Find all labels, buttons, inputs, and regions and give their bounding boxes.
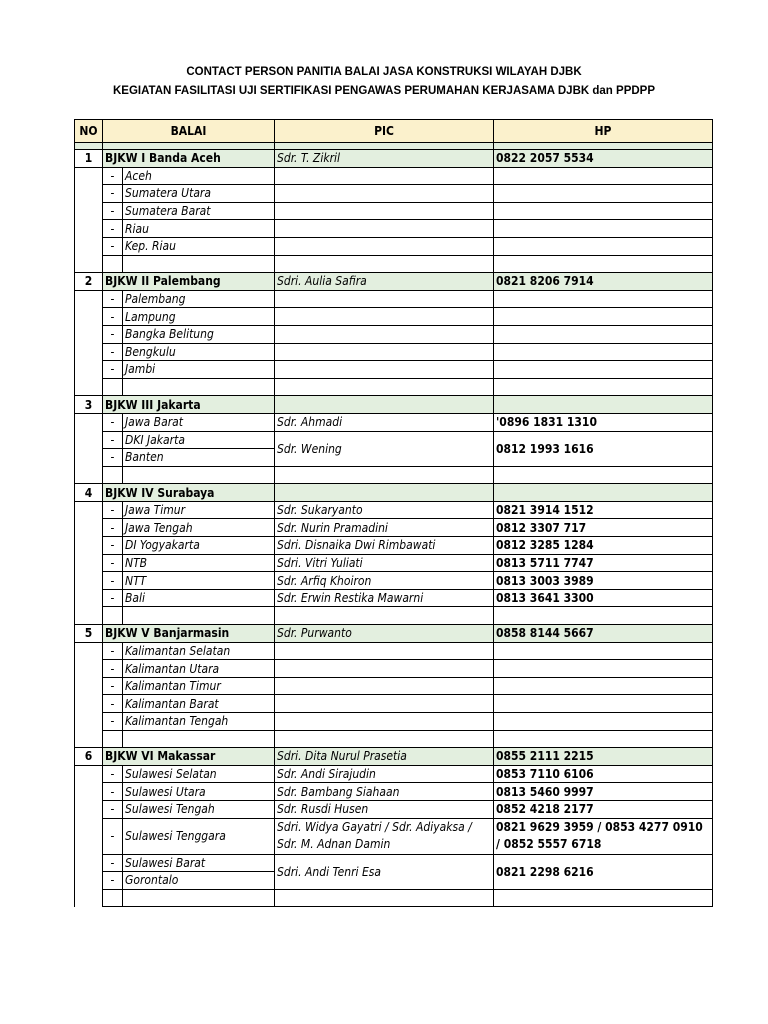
- dash: -: [103, 872, 123, 890]
- province-name: Kalimantan Timur: [123, 677, 275, 695]
- pic-name: Sdri. Aulia Safira: [275, 273, 494, 291]
- province-name: Riau: [123, 220, 275, 238]
- province-row: [75, 431, 713, 449]
- province-name: Gorontalo: [123, 872, 275, 890]
- dash: -: [103, 783, 123, 801]
- phone-number: 0858 8144 5667: [494, 625, 713, 643]
- province-name: Kalimantan Utara: [123, 660, 275, 678]
- province-row: [75, 308, 713, 326]
- phone-number: 0812 1993 1616: [494, 431, 713, 466]
- dash: -: [103, 660, 123, 678]
- region-number: 2: [75, 273, 103, 291]
- region-name: BJKW V Banjarmasin: [103, 625, 275, 643]
- empty-row: [75, 730, 713, 748]
- dash: -: [103, 449, 123, 467]
- header-hp: HP: [494, 120, 713, 143]
- phone-number: 0812 3307 717: [494, 519, 713, 537]
- pic-name: Sdri. Disnaika Dwi Rimbawati: [275, 537, 494, 555]
- province-name: DKI Jakarta: [123, 431, 275, 449]
- province-row: [75, 854, 713, 872]
- header-no: NO: [75, 120, 103, 143]
- dash: -: [103, 765, 123, 783]
- province-name: Jawa Tengah: [123, 519, 275, 537]
- dash: -: [103, 325, 123, 343]
- header-balai: BALAI: [103, 120, 275, 143]
- pic-name: Sdr. Arfiq Khoiron: [275, 572, 494, 590]
- province-name: Kalimantan Tengah: [123, 713, 275, 731]
- region-name: BJKW IV Surabaya: [103, 484, 275, 502]
- phone-number: 0812 3285 1284: [494, 537, 713, 555]
- dash: -: [103, 361, 123, 379]
- region-number: 4: [75, 484, 103, 502]
- region-name: BJKW II Palembang: [103, 273, 275, 291]
- phone-number: '0896 1831 1310: [494, 413, 713, 431]
- phone-number: 0821 2298 6216: [494, 854, 713, 889]
- province-row: [75, 783, 713, 801]
- province-name: Bengkulu: [123, 343, 275, 361]
- dash: -: [103, 572, 123, 590]
- phone-number: 0855 2111 2215: [494, 748, 713, 766]
- province-name: Jambi: [123, 361, 275, 379]
- dash: -: [103, 185, 123, 203]
- pic-name: [275, 396, 494, 414]
- pic-name: Sdri. Dita Nurul Prasetia: [275, 748, 494, 766]
- province-name: DI Yogyakarta: [123, 537, 275, 555]
- region-name: BJKW I Banda Aceh: [103, 150, 275, 168]
- province-row: [75, 167, 713, 185]
- phone-number: 0853 7110 6106: [494, 765, 713, 783]
- phone-number: 0822 2057 5534: [494, 150, 713, 168]
- pic-name: Sdri. Vitri Yuliati: [275, 554, 494, 572]
- pic-name: Sdr. Bambang Siahaan: [275, 783, 494, 801]
- dash: -: [103, 800, 123, 818]
- province-row: [75, 695, 713, 713]
- region-name: BJKW VI Makassar: [103, 748, 275, 766]
- dash: -: [103, 501, 123, 519]
- pic-name: Sdri. Widya Gayatri / Sdr. Adiyaksa / Sdr. M. Adnan Damin: [275, 818, 494, 854]
- region-name: BJKW III Jakarta: [103, 396, 275, 414]
- pic-name: Sdr. Ahmadi: [275, 413, 494, 431]
- province-name: NTT: [123, 572, 275, 590]
- province-name: NTB: [123, 554, 275, 572]
- dash: -: [103, 713, 123, 731]
- empty-row: [75, 466, 713, 484]
- province-row: [75, 642, 713, 660]
- province-name: Lampung: [123, 308, 275, 326]
- pic-name: Sdri. Andi Tenri Esa: [275, 854, 494, 889]
- region-number: 1: [75, 150, 103, 168]
- phone-number: [494, 396, 713, 414]
- province-row: [75, 800, 713, 818]
- province-row: [75, 185, 713, 203]
- province-row: [75, 519, 713, 537]
- dash: -: [103, 237, 123, 255]
- contact-table: [74, 119, 713, 907]
- pic-name: Sdr. Sukaryanto: [275, 501, 494, 519]
- dash: -: [103, 290, 123, 308]
- dash: -: [103, 554, 123, 572]
- province-row: [75, 572, 713, 590]
- province-name: Palembang: [123, 290, 275, 308]
- dash: -: [103, 519, 123, 537]
- province-name: Sulawesi Utara: [123, 783, 275, 801]
- province-name: Sulawesi Tengah: [123, 800, 275, 818]
- header-pic: PIC: [275, 120, 494, 143]
- document-title: CONTACT PERSON PANITIA BALAI JASA KONSTRUKSI WILAYAH DJBK: [186, 66, 582, 78]
- province-name: Bangka Belitung: [123, 325, 275, 343]
- phone-number: [494, 484, 713, 502]
- province-name: Sulawesi Barat: [123, 854, 275, 872]
- region-number: 3: [75, 396, 103, 414]
- province-row: [75, 290, 713, 308]
- province-row: [75, 537, 713, 555]
- province-row: [75, 677, 713, 695]
- region-row: [75, 273, 713, 291]
- province-row: [75, 325, 713, 343]
- province-name: Kalimantan Selatan: [123, 642, 275, 660]
- region-number: 6: [75, 748, 103, 766]
- dash: -: [103, 589, 123, 607]
- region-row: [75, 150, 713, 168]
- dash: -: [103, 413, 123, 431]
- province-row: [75, 220, 713, 238]
- pic-name: Sdr. Purwanto: [275, 625, 494, 643]
- province-name: Kep. Riau: [123, 237, 275, 255]
- region-row: [75, 396, 713, 414]
- province-name: Sulawesi Selatan: [123, 765, 275, 783]
- pic-name: [275, 484, 494, 502]
- province-name: Sulawesi Tenggara: [123, 818, 275, 854]
- province-name: Bali: [123, 589, 275, 607]
- pic-name: Sdr. Rusdi Husen: [275, 800, 494, 818]
- dash: -: [103, 537, 123, 555]
- document-subtitle: KEGIATAN FASILITASI UJI SERTIFIKASI PENGAWAS PERUMAHAN KERJASAMA DJBK dan PPDPP: [112, 85, 656, 97]
- phone-number: 0813 5460 9997: [494, 783, 713, 801]
- province-row: [75, 413, 713, 431]
- province-name: Aceh: [123, 167, 275, 185]
- province-row: [75, 361, 713, 379]
- pic-name: Sdr. Andi Sirajudin: [275, 765, 494, 783]
- phone-number: 0813 3003 3989: [494, 572, 713, 590]
- phone-number: 0821 8206 7914: [494, 273, 713, 291]
- dash: -: [103, 343, 123, 361]
- province-row: [75, 589, 713, 607]
- dash: -: [103, 818, 123, 854]
- province-row: [75, 713, 713, 731]
- province-row: [75, 660, 713, 678]
- region-row: [75, 484, 713, 502]
- empty-row: [75, 889, 713, 907]
- dash: -: [103, 308, 123, 326]
- phone-number: 0813 3641 3300: [494, 589, 713, 607]
- province-row: [75, 343, 713, 361]
- pic-name: Sdr. Wening: [275, 431, 494, 466]
- dash: -: [103, 431, 123, 449]
- pic-name: Sdr. Nurin Pramadini: [275, 519, 494, 537]
- empty-row: [75, 378, 713, 396]
- table-header: [75, 120, 713, 143]
- spacer-row: [75, 143, 713, 150]
- pic-name: Sdr. Erwin Restika Mawarni: [275, 589, 494, 607]
- province-name: Sumatera Utara: [123, 185, 275, 203]
- empty-row: [75, 607, 713, 625]
- region-row: [75, 625, 713, 643]
- province-name: Kalimantan Barat: [123, 695, 275, 713]
- dash: -: [103, 202, 123, 220]
- province-name: Jawa Barat: [123, 413, 275, 431]
- pic-name: Sdr. T. Zikril: [275, 150, 494, 168]
- province-row: [75, 765, 713, 783]
- province-row: [75, 818, 713, 854]
- province-row: [75, 501, 713, 519]
- province-row: [75, 202, 713, 220]
- empty-row: [75, 255, 713, 273]
- province-name: Banten: [123, 449, 275, 467]
- province-name: Jawa Timur: [123, 501, 275, 519]
- dash: -: [103, 695, 123, 713]
- province-name: Sumatera Barat: [123, 202, 275, 220]
- province-row: [75, 554, 713, 572]
- phone-number: 0813 5711 7747: [494, 554, 713, 572]
- phone-number: 0821 3914 1512: [494, 501, 713, 519]
- dash: -: [103, 220, 123, 238]
- dash: -: [103, 167, 123, 185]
- province-row: [75, 237, 713, 255]
- region-row: [75, 748, 713, 766]
- dash: -: [103, 642, 123, 660]
- phone-number: 0821 9629 3959 / 0853 4277 0910 / 0852 5557 6718: [494, 818, 713, 854]
- region-number: 5: [75, 625, 103, 643]
- dash: -: [103, 677, 123, 695]
- dash: -: [103, 854, 123, 872]
- phone-number: 0852 4218 2177: [494, 800, 713, 818]
